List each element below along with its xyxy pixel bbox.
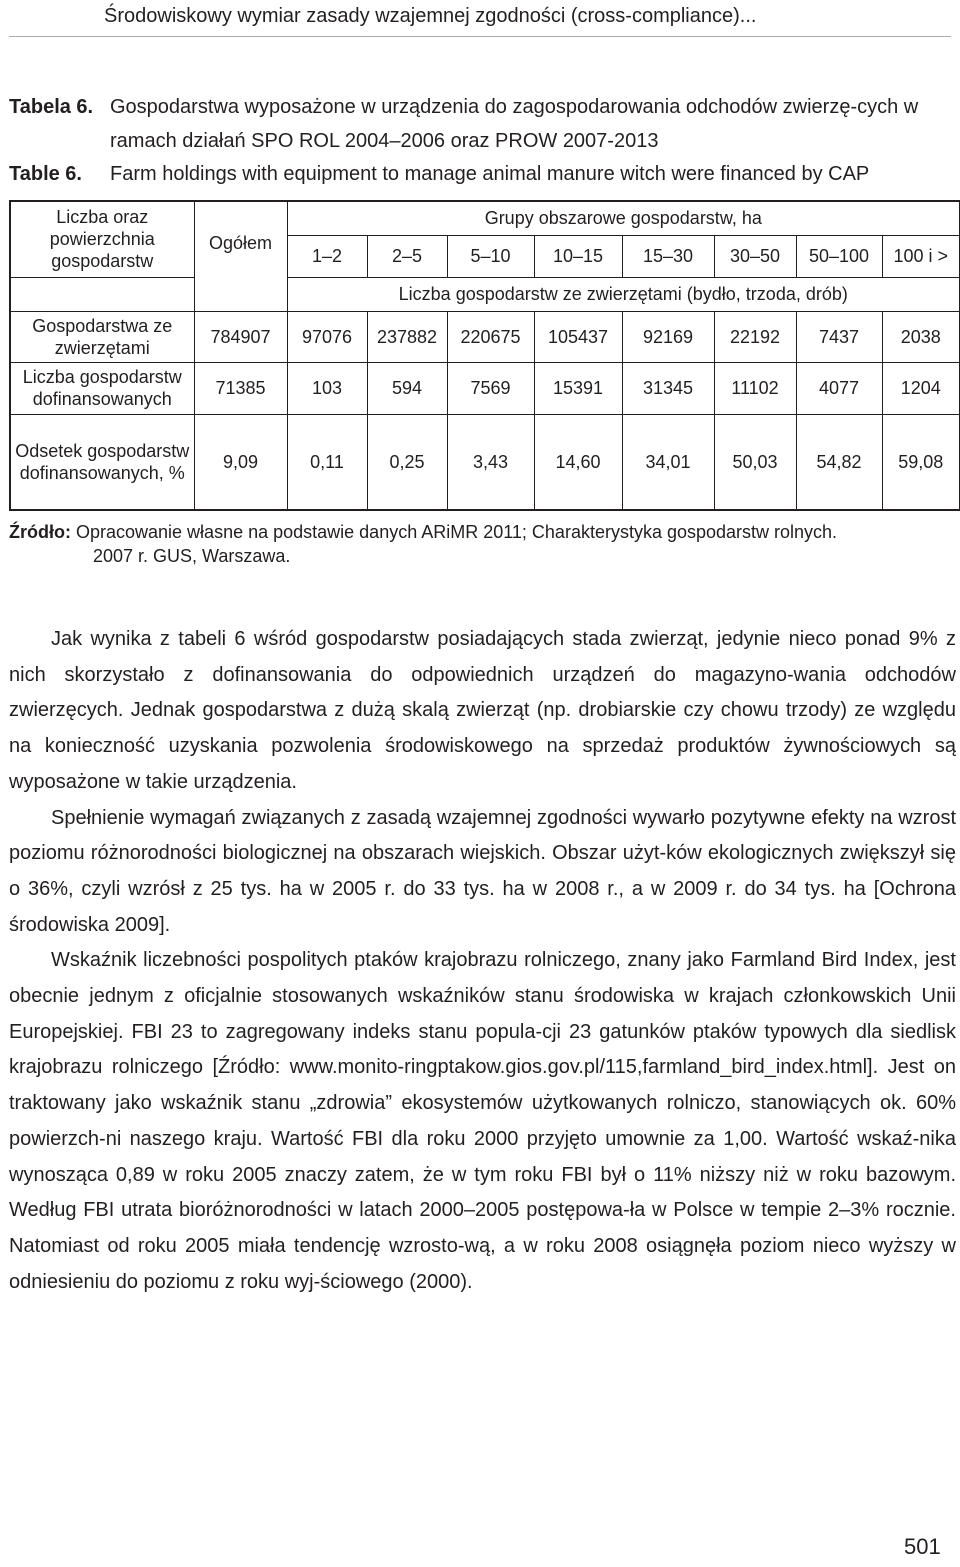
source-text-line1: Opracowanie własne na podstawie danych ARiMR 2011; Charakterystyka gospodarstw rolnych. <box>76 522 838 542</box>
page-number: 501 <box>904 1534 941 1559</box>
table-cell: 4077 <box>796 362 882 414</box>
table-cell: 103 <box>287 362 367 414</box>
source-text-line2: 2007 r. GUS, Warszawa. <box>93 546 291 566</box>
row-label: Gospodarstwa ze zwierzętami <box>10 311 194 362</box>
table-cell: 92169 <box>622 311 714 362</box>
table-cell: 22192 <box>714 311 796 362</box>
table-cell: 1204 <box>882 362 960 414</box>
table-cell: 7437 <box>796 311 882 362</box>
row-total: 784907 <box>194 311 287 362</box>
paragraph: Spełnienie wymagań związanych z zasadą wzajemnej zgodności wywarło pozytywne efekty na wzrost poziomu różnorodności biologicznej na obszarach wiejskich. Obszar użyt-ków ekologicznych zwiększył się o 36%, czyli wzrósł z 25 tys. ha w 2005 r. do 33 tys. ha w 2008 r., a w 2009 r. do 34 tys. ha [Ochrona środowiska 2009]. <box>9 806 956 936</box>
row-total: 71385 <box>194 362 287 414</box>
table-cell: 105437 <box>534 311 622 362</box>
table-cell: 59,08 <box>882 414 960 510</box>
table-row <box>10 414 960 510</box>
table-cell: 11102 <box>714 362 796 414</box>
table-cell: 594 <box>367 362 447 414</box>
table-cell: 97076 <box>287 311 367 362</box>
size-group-header: 30–50 <box>714 235 796 277</box>
size-group-header: 50–100 <box>796 235 882 277</box>
size-group-header: 1–2 <box>287 235 367 277</box>
table-cell: 0,25 <box>367 414 447 510</box>
size-group-header: 15–30 <box>622 235 714 277</box>
row-total: 9,09 <box>194 414 287 510</box>
running-title: Środowiskowy wymiar zasady wzajemnej zgodności (cross-compliance)... <box>104 5 757 27</box>
table-cell: 14,60 <box>534 414 622 510</box>
source-label: Źródło: <box>9 522 71 542</box>
table-source-note <box>9 520 959 568</box>
table-cell: 3,43 <box>447 414 534 510</box>
paragraph: Wskaźnik liczebności pospolitych ptaków krajobrazu rolniczego, znany jako Farmland Bird Index, jest obecnie jednym z oficjalnie stosowanych wskaźników stanu środowiska w krajach członkowskich Unii Europejskiej. FBI 23 to zagregowany indeks stanu popula-cji 23 gatunków ptaków typowych dla siedlisk krajobrazu rolniczego [Źródło: www.monito-ringptakow.gios.gov.pl/115,farmland_bird_index.html]. Jest on traktowany jako wskaźnik stanu „zdrowia” ekosystemów użytkowanych rolniczo, stanowiących ok. 60% powierzch-ni naszego kraju. Wartość FBI dla roku 2000 przyjęto umownie za 1,00. Wartość wskaź-nika wynosząca 0,89 w roku 2005 znaczy zatem, że w tym roku FBI był o 11% niższy niż w roku bazowym. Według FBI utrata bioróżnorodności w latach 2000–2005 postępowa-ła w Polsce w tempie 2–3% rocznie. Natomiast od roku 2005 miała tendencję wzrosto-wą, a w roku 2008 osiągnęła poziom nieco wyższy w odniesieniu do poziomu z roku wyj-ściowego (2000). <box>9 949 956 1293</box>
table-cell: 220675 <box>447 311 534 362</box>
table-cell: 0,11 <box>287 414 367 510</box>
table-cell: 2038 <box>882 311 960 362</box>
data-table-wrapper <box>9 200 959 511</box>
table-cell: 15391 <box>534 362 622 414</box>
table-caption-english <box>9 157 954 191</box>
data-table <box>9 200 960 511</box>
table-row <box>10 362 960 414</box>
corner-header: Liczba oraz powierzchnia gospodarstw <box>10 201 194 277</box>
size-group-header: 100 i > <box>882 235 960 277</box>
body-text <box>9 622 956 1300</box>
size-group-header: 5–10 <box>447 235 534 277</box>
table-cell: 7569 <box>447 362 534 414</box>
table-cell: 34,01 <box>622 414 714 510</box>
table-cell: 54,82 <box>796 414 882 510</box>
row-label: Odsetek gospodarstw dofinansowanych, % <box>10 414 194 510</box>
caption-label-pl: Tabela 6. <box>9 96 94 118</box>
caption-text-pl: Gospodarstwa wyposażone w urządzenia do zagospodarowania odchodów zwierzę-cych w ramach działań SPO ROL 2004–2006 oraz PROW 2007-2013 <box>110 96 919 152</box>
size-group-header: 2–5 <box>367 235 447 277</box>
table-subheader: Liczba gospodarstw ze zwierzętami (bydło, trzoda, drób) <box>287 277 960 311</box>
group-header: Grupy obszarowe gospodarstw, ha <box>287 201 960 235</box>
running-header <box>9 0 951 37</box>
caption-label-en: Table 6. <box>9 163 82 185</box>
corner-header-empty <box>10 277 194 311</box>
table-cell: 50,03 <box>714 414 796 510</box>
size-group-header: 10–15 <box>534 235 622 277</box>
total-header: Ogółem <box>194 201 287 311</box>
row-label: Liczba gospodarstw dofinansowanych <box>10 362 194 414</box>
table-caption-polish <box>9 90 954 158</box>
caption-text-en: Farm holdings with equipment to manage animal manure witch were financed by CAP <box>110 163 870 185</box>
table-cell: 237882 <box>367 311 447 362</box>
table-row <box>10 311 960 362</box>
table-cell: 31345 <box>622 362 714 414</box>
paragraph: Jak wynika z tabeli 6 wśród gospodarstw posiadających stada zwierząt, jedynie nieco ponad 9% z nich skorzystało z dofinansowania do odpowiednich urządzeń do magazyno-wania odchodów zwierzęcych. Jednak gospodarstwa z dużą skalą zwierząt (np. drobiarskie czy chowu trzody) ze względu na konieczność uzyskania pozwolenia środowiskowego na sprzedaż produktów żywnościowych są wyposażone w takie urządzenia. <box>9 628 956 793</box>
